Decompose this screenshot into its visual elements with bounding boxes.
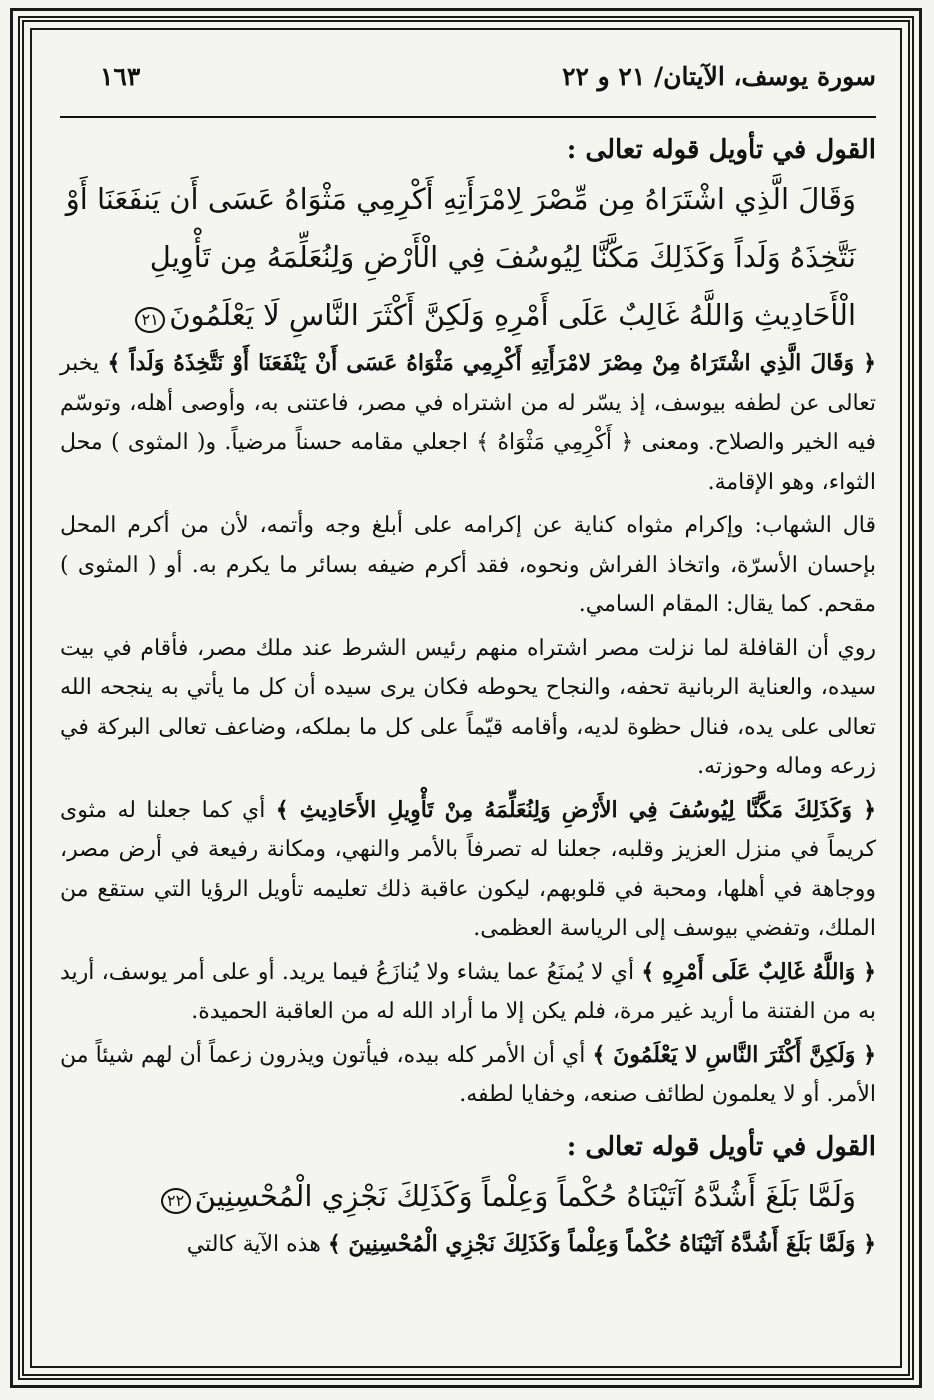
page-content	[60, 40, 876, 1340]
quran-quote: ﴿ وَلَكِنَّ أَكْثَرَ النَّاسِ لا يَعْلَمُونَ ﴾	[592, 1041, 876, 1068]
commentary-paragraph: ﴿ وَلَمَّا بَلَغَ أَشُدَّهُ آتَيْنَاهُ حُكْماً وَعِلْماً وَكَذَلِكَ نَجْزِي الْمُحْسِنِينَ ﴾ هذه الآية كالتي	[186, 1230, 876, 1257]
verse-number-22: ٢٢	[161, 1188, 191, 1214]
quran-quote: ﴿ وَاللَّهُ غَالِبٌ عَلَى أَمْرِهِ ﴾	[641, 958, 876, 985]
page-number: ١٦٣	[100, 62, 141, 91]
section-heading-1: القول في تأويل قوله تعالى :	[566, 135, 876, 165]
commentary-paragraph: ﴿ وَلَكِنَّ أَكْثَرَ النَّاسِ لا يَعْلَمُونَ ﴾ أي أن الأمر كله بيده، فيأتون ويذرون زعماً أن لهم شيئاً من الأمر. أو لا يعلمون لطائف صنعه، وخفايا لطفه.	[60, 1041, 876, 1107]
quran-quote: ﴿ وَكَذَلِكَ مَكَّنَّا لِيُوسُفَ فِي الأَرْضِ وَلِنُعَلِّمَهُ مِنْ تَأْوِيلِ الأَحَادِيثِ ﴾	[275, 796, 877, 823]
quran-quote: ﴿ وَقَالَ الَّذِي اشْتَرَاهُ مِنْ مِصْرَ لامْرَأَتِهِ أَكْرِمِي مَثْوَاهُ عَسَى أَنْ يَنْفَعَنَا أَوْ نَتَّخِذَهُ وَلَداً ﴾	[107, 350, 876, 376]
commentary-paragraph: ﴿ وَقَالَ الَّذِي اشْتَرَاهُ مِنْ مِصْرَ لامْرَأَتِهِ أَكْرِمِي مَثْوَاهُ عَسَى أَنْ يَنْفَعَنَا أَوْ نَتَّخِذَهُ وَلَداً ﴾ يخبر تعالى عن لطفه بيوسف، إذ يسّر له من اشتراه في مصر، فاعتنى به، وأوصى أهله، وتوسّم فيه الخير والصلاح. ومعنى ﴿ أَكْرِمِي مَثْوَاهُ ﴾ اجعلي مقامه حسناً مرضياً. و( المثوى ) محل الثواء، وهو الإقامة.	[60, 350, 876, 495]
quran-quote: ﴿ وَلَمَّا بَلَغَ أَشُدَّهُ آتَيْنَاهُ حُكْماً وَعِلْماً وَكَذَلِكَ نَجْزِي الْمُحْسِنِينَ ﴾	[327, 1230, 876, 1257]
commentary-paragraph: ﴿ وَاللَّهُ غَالِبٌ عَلَى أَمْرِهِ ﴾ أي لا يُمنَعُ عما يشاء ولا يُنازَعُ فيما يريد. أو على أمر يوسف، أريد به من الفتنة ما أريد غير مرة، فلم يكن إلا ما أراد الله له من العاقبة الحميدة.	[60, 958, 876, 1024]
verse-number-21: ٢١	[135, 307, 165, 333]
verse-line: نَتَّخِذَهُ وَلَداً وَكَذَلِكَ مَكَّنَّا لِيُوسُفَ فِي الْأَرْضِ وَلِنُعَلِّمَهُ مِن تَأْوِيلِ	[149, 240, 856, 274]
verse-block-22: وَلَمَّا بَلَغَ أَشُدَّهُ آتَيْنَاهُ حُكْماً وَعِلْماً وَكَذَلِكَ نَجْزِي الْمُحْسِنِينَ٢٢	[60, 1167, 856, 1225]
verse-line: وَقَالَ الَّذِي اشْتَرَاهُ مِن مِّصْرَ لِامْرَأَتِهِ أَكْرِمِي مَثْوَاهُ عَسَى أَن يَنفَعَنَا أَوْ	[65, 182, 856, 216]
running-title: سورة يوسف، الآيتان/ ٢١ و ٢٢	[562, 62, 876, 91]
verse-block-21	[60, 170, 856, 344]
commentary-paragraph: قال الشهاب: وإكرام مثواه كناية عن إكرامه على أبلغ وجه وأتمه، لأن من أكرم المحل بإحسان الأسرّة، واتخاذ الفراش ونحوه، فقد أكرم ضيفه بسائر ما يكرم به. أو ( المثوى ) مقحم. كما يقال: المقام السامي.	[60, 513, 876, 617]
running-header	[60, 58, 876, 118]
commentary-paragraph: روي أن القافلة لما نزلت مصر اشتراه منهم رئيس الشرط عند ملك مصر، فأقام في بيت سيده، والعناية الربانية تحفه، والنجاح يحوطه فكان يرى سيده أن كل ما يأتي به ينجحه الله تعالى على يده، فنال حظوة لديه، وأقامه قيّماً على كل ما بملكه، وضاعف تعالى البركة في زرعه وماله وحوزته.	[60, 635, 876, 779]
section-heading-2: القول في تأويل قوله تعالى :	[566, 1131, 876, 1162]
commentary-paragraph: ﴿ وَكَذَلِكَ مَكَّنَّا لِيُوسُفَ فِي الأَرْضِ وَلِنُعَلِّمَهُ مِنْ تَأْوِيلِ الأَحَادِيثِ ﴾ أي كما جعلنا له مثوى كريماً في منزل العزيز وقلبه، جعلنا له تصرفاً بالأمر والنهي، ومكانة رفيعة في أرض مصر، ووجاهة في أهلها، ومحبة في قلوبهم، ليكون عاقبة ذلك تعليمه تأويل الرؤيا التي ستقع من الملك، وتفضي بيوسف إلى الرياسة العظمى.	[60, 796, 877, 941]
verse-line: الْأَحَادِيثِ وَاللَّهُ غَالِبٌ عَلَى أَمْرِهِ وَلَكِنَّ أَكْثَرَ النَّاسِ لَا يَعْلَمُونَ٢١	[60, 286, 856, 344]
